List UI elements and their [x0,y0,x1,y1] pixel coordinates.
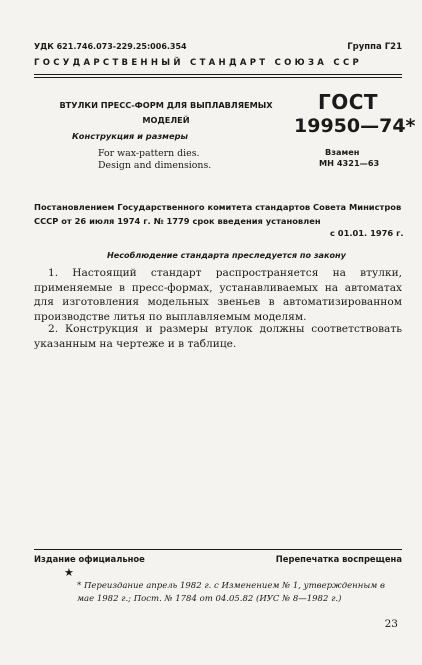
header-rule [34,74,402,75]
decree-text: Постановлением Государственного комитета стандартов Совета Министров СССР от 26 июля 1974 г. № 1779 срок введения установлен [34,202,402,226]
paragraph-2: 2. Конструкция и размеры втулок должны соответствовать указанным на чертеже и в таблице. [34,323,402,350]
gost-number: 19950—74* [294,115,416,137]
official-edition-label: Издание официальное [34,554,145,564]
title-english-line1: For wax-pattern dies. [98,148,200,159]
star-icon: ★ [64,566,74,579]
standard-group: Группа Г21 [347,42,402,52]
title-russian [52,98,280,128]
udk-code: УДК 621.746.073-229.25:006.354 [34,42,187,51]
footer-rule [34,549,402,550]
state-standard-heading: ГОСУДАРСТВЕННЫЙ СТАНДАРТ СОЮЗА ССР [34,58,363,68]
reprint-prohibited-label: Перепечатка воспрещена [275,554,402,564]
subtitle-russian: Конструкция и размеры [72,131,189,141]
page-number: 23 [384,618,398,630]
replaces-label: Взамен [325,147,360,157]
effective-date: с 01.01. 1976 г. [330,228,404,238]
replaces-standard: МН 4321—63 [319,158,380,168]
header-rule-thin [34,77,402,78]
gost-label: ГОСТ [318,90,379,114]
paragraph-1: 1. Настоящий стандарт распространяется на втулки, применяемые в пресс-формах, устанавливаемых на автоматах для изготовления модельных звеньев в автоматизированном производстве литья по выплавляемым моделям. [34,267,402,323]
reissue-note: * Переиздание апрель 1982 г. с Изменением № 1, утвержденным в мае 1982 г.; Пост. № 1784 от 04.05.82 (ИУС № 8—1982 г.) [77,581,385,604]
title-english [98,148,211,172]
title-russian-line1: ВТУЛКИ ПРЕСС-ФОРМ ДЛЯ ВЫПЛАВЛЯЕМЫХ [59,100,273,110]
title-english-line2: Design and dimensions. [98,160,212,171]
legal-notice: Несоблюдение стандарта преследуется по закону [107,250,346,260]
title-russian-line2: МОДЕЛЕЙ [142,115,190,125]
